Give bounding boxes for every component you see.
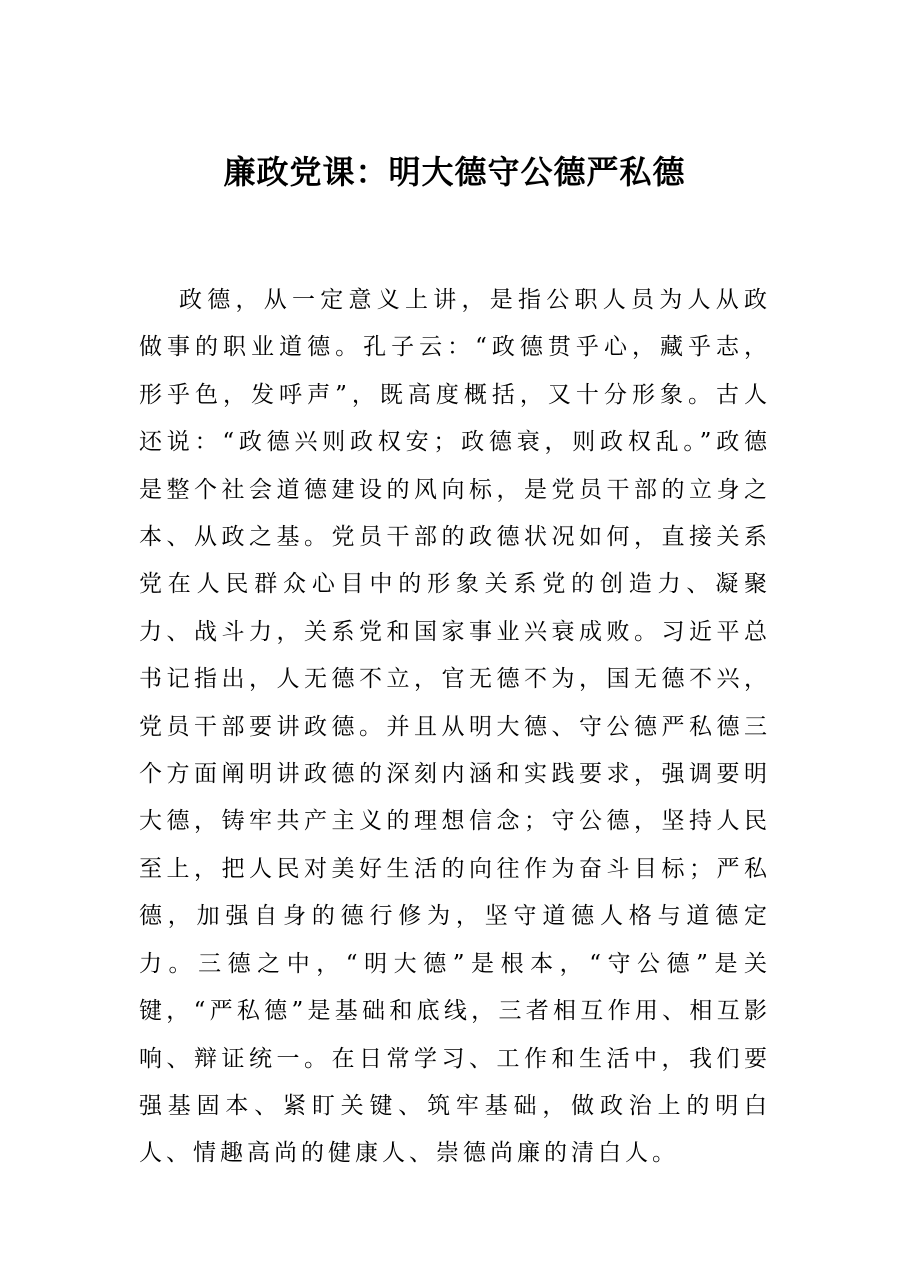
document-title: 廉政党课：明大德守公德严私德	[223, 153, 686, 191]
body-paragraph: 政德，从一定意义上讲，是指公职人员为人从政做事的职业道德。孔子云：“政德贯乎心，藏乎志，形乎色，发呼声”，既高度概括，又十分形象。古人还说：“政德兴则政权安；政德衰，则政权乱。”政德是整个社会道德建设的风向标，是党员干部的立身之本、从政之基。党员干部的政德状况如何，直接关系党在人民群众心目中的形象关系党的创造力、凝聚力、战斗力，关系党和国家事业兴衰成败。习近平总书记指出，人无德不立，官无德不为，国无德不兴，党员干部要讲政德。并且从明大德、守公德严私德三个方面阐明讲政德的深刻内涵和实践要求，强调要明大德，铸牢共产主义的理想信念；守公德，坚持人民至上，把人民对美好生活的向往作为奋斗目标；严私德，加强自身的德行修为，坚守道德人格与道德定力。三德之中，“明大德”是根本，“守公德”是关键，“严私德”是基础和底线，三者相互作用、相互影响、辩证统一。在日常学习、工作和生活中，我们要强基固本、紧盯关键、筑牢基础，做政治上的明白人、情趣高尚的健康人、崇德尚廉的清白人。	[139, 287, 771, 1167]
